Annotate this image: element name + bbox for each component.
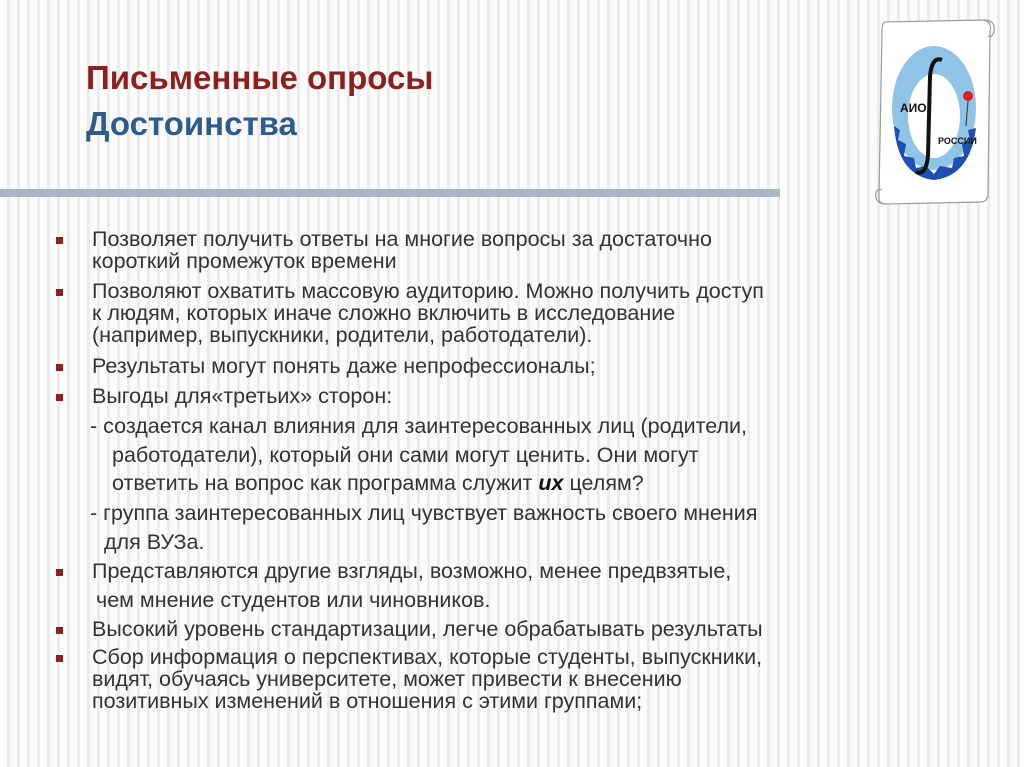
list-item-continuation: позитивных изменений в отношения с этими группами;	[92, 689, 643, 713]
list-item: Высокий уровень стандартизации, легче обрабатывать результаты	[92, 617, 763, 641]
sub-item-continuation: ответить на вопрос как программа служит их целям?	[112, 471, 644, 495]
emphasis-text: их	[538, 471, 564, 495]
bullet-marker	[56, 364, 63, 371]
bullet-marker	[56, 569, 63, 576]
bullet-marker	[56, 394, 63, 401]
list-item-continuation: чем мнение студентов или чиновников.	[96, 588, 491, 612]
list-item: Сбор информация о перспективах, которые студенты, выпускники,	[92, 645, 763, 669]
bullet-marker	[56, 655, 63, 662]
bullet-marker	[56, 237, 63, 244]
bullet-marker	[56, 627, 63, 634]
list-item: Позволяет получить ответы на многие вопросы за достаточно	[92, 227, 712, 251]
list-item-continuation: (например, выпускники, родители, работодатели).	[92, 323, 593, 347]
svg-text:РОССИИ: РОССИИ	[938, 136, 977, 146]
sub-item-continuation: работодатели), который они сами могут ценить. Они могут	[112, 443, 699, 467]
svg-text:АИО: АИО	[900, 101, 927, 115]
list-item: Выгоды для«третьих» сторон:	[92, 384, 393, 408]
list-item-continuation: короткий промежуток времени	[92, 249, 397, 273]
slide-subtitle: Достоинства	[86, 105, 297, 142]
list-item: Представляются другие взгляды, возможно, менее предвзятые,	[92, 559, 732, 583]
list-item: Позволяют охватить массовую аудиторию. Можно получить доступ	[92, 279, 764, 303]
list-item-continuation: видят, обучаясь университете, может привести к внесению	[92, 667, 682, 691]
bullet-marker	[56, 289, 63, 296]
sub-item: - создается канал влияния для заинтересованных лиц (родители,	[90, 414, 748, 438]
sub-item: - группа заинтересованных лиц чувствует важность своего мнения	[90, 501, 758, 525]
list-item: Результаты могут понять даже непрофессионалы;	[92, 354, 596, 378]
slide-title: Письменные опросы	[86, 59, 434, 96]
sub-item-continuation: для ВУЗа.	[104, 530, 205, 554]
list-item-continuation: к людям, которых иначе сложно включить в исследование	[92, 301, 676, 325]
